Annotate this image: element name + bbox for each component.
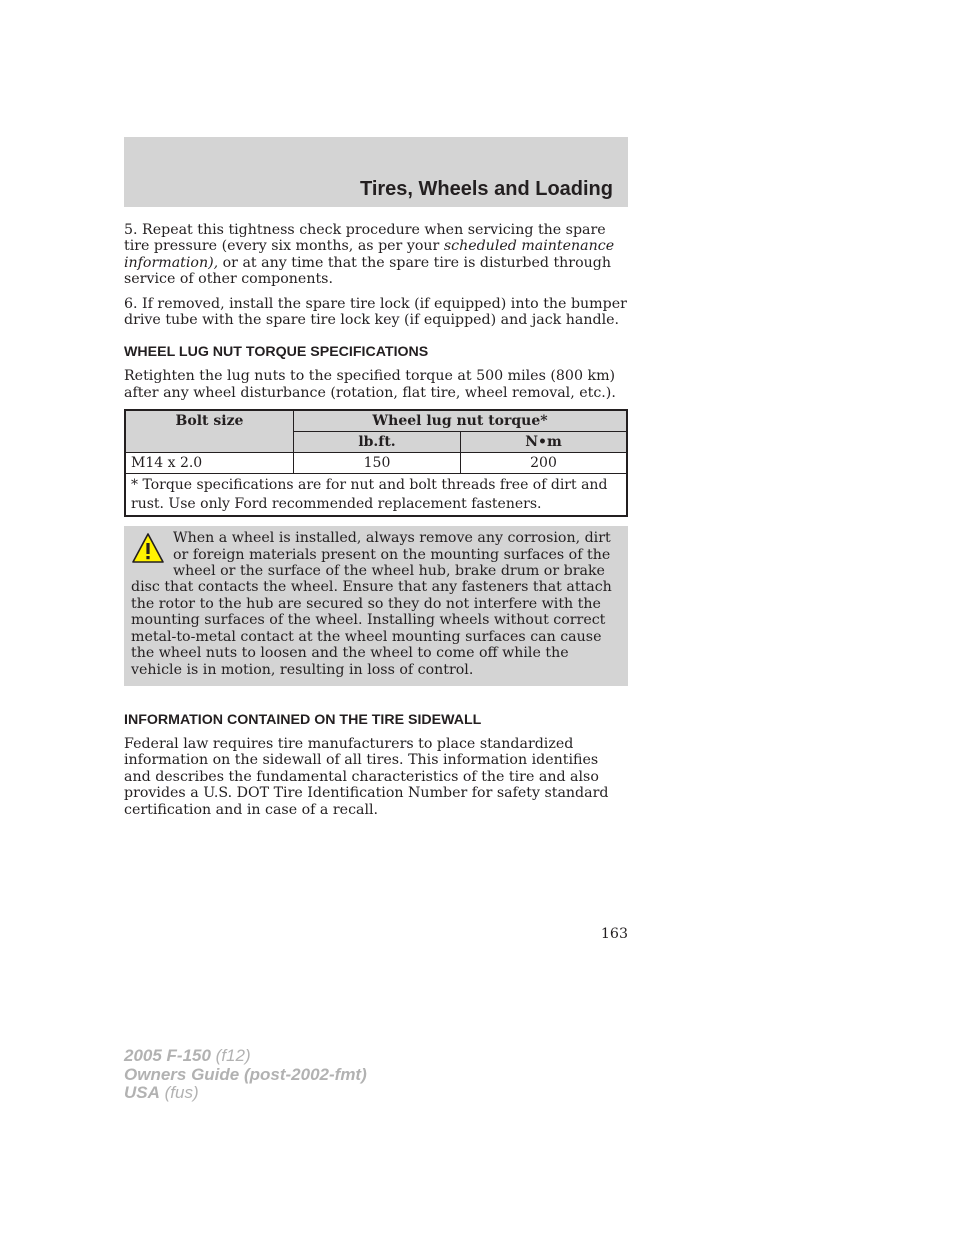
- cell-lbft: 150: [294, 453, 461, 474]
- page-header: [124, 137, 628, 207]
- step-5-text-a: 5. Repeat this tightness check procedure when servicing the spare tire pressure (every six months, as per your: [124, 222, 606, 255]
- warning-box: [124, 526, 628, 686]
- footer-line-3: [124, 1084, 367, 1103]
- page-title: Tires, Wheels and Loading: [359, 178, 613, 200]
- header-unit-lbft: lb.ft.: [294, 432, 461, 453]
- footer-model-code: (f12): [210, 1046, 251, 1065]
- table-footnote: * Torque specifications are for nut and bolt threads free of dirt and rust. Use only Ford recommended replacement fasteners.: [125, 474, 627, 517]
- warning-text: When a wheel is installed, always remove any corrosion, dirt or foreign materials present on the mounting surfaces of the wheel or the surface of the wheel hub, brake drum or brake disc that contacts the wheel. Ensure that any fasteners that attach the rotor to the hub are secured so they do not interfere with the mounting surfaces of the wheel. Installing wheels without correct metal-to-metal contact at the wheel mounting surfaces can cause the wheel nuts to loosen and the wheel to come off while the vehicle is in motion, resulting in loss of control.: [131, 530, 612, 678]
- document-footer: [124, 1047, 367, 1103]
- step-5-paragraph: [124, 222, 628, 288]
- table-header-row: [125, 410, 627, 432]
- torque-table: [124, 409, 628, 517]
- warning-triangle-icon: [131, 532, 165, 566]
- sidewall-paragraph: Federal law requires tire manufacturers to place standardized information on the sidewall of all tires. This information identifies and describes the fundamental characteristics of the tire and also provides a U.S. DOT Tire Identification Number for safety standard certification and in case of a recall.: [124, 735, 609, 818]
- table-footnote-row: [125, 474, 627, 517]
- footer-line-2: [124, 1066, 367, 1085]
- footer-line-1: [124, 1047, 367, 1066]
- torque-intro: Retighten the lug nuts to the specified torque at 500 miles (800 km) after any wheel disturbance (rotation, flat tire, wheel removal, etc.).: [124, 368, 616, 401]
- header-torque: Wheel lug nut torque*: [294, 410, 628, 432]
- main-content: [124, 222, 628, 818]
- header-unit-nm: N•m: [461, 432, 628, 453]
- table-row: [125, 453, 627, 474]
- cell-nm: 200: [461, 453, 628, 474]
- step-6-paragraph: 6. If removed, install the spare tire lock (if equipped) into the bumper drive tube with the spare tire lock key (if equipped) and jack handle.: [124, 295, 627, 329]
- step-5-text-b: or at any time that the spare tire is disturbed through service of other components.: [124, 254, 611, 288]
- cell-bolt: M14 x 2.0: [125, 453, 294, 474]
- section-heading-torque: WHEEL LUG NUT TORQUE SPECIFICATIONS: [124, 344, 429, 361]
- page-number: 163: [600, 926, 628, 942]
- section-heading-sidewall: INFORMATION CONTAINED ON THE TIRE SIDEWALL: [124, 711, 482, 728]
- footer-region-code: (fus): [159, 1083, 199, 1102]
- footer-guide: Owners Guide (post-2002-fmt): [124, 1064, 367, 1084]
- footer-model: 2005 F-150: [124, 1046, 211, 1065]
- step-5-italic: scheduled maintenance information),: [124, 238, 615, 271]
- footer-region: USA: [124, 1083, 160, 1102]
- header-bolt-size: Bolt size: [125, 410, 294, 453]
